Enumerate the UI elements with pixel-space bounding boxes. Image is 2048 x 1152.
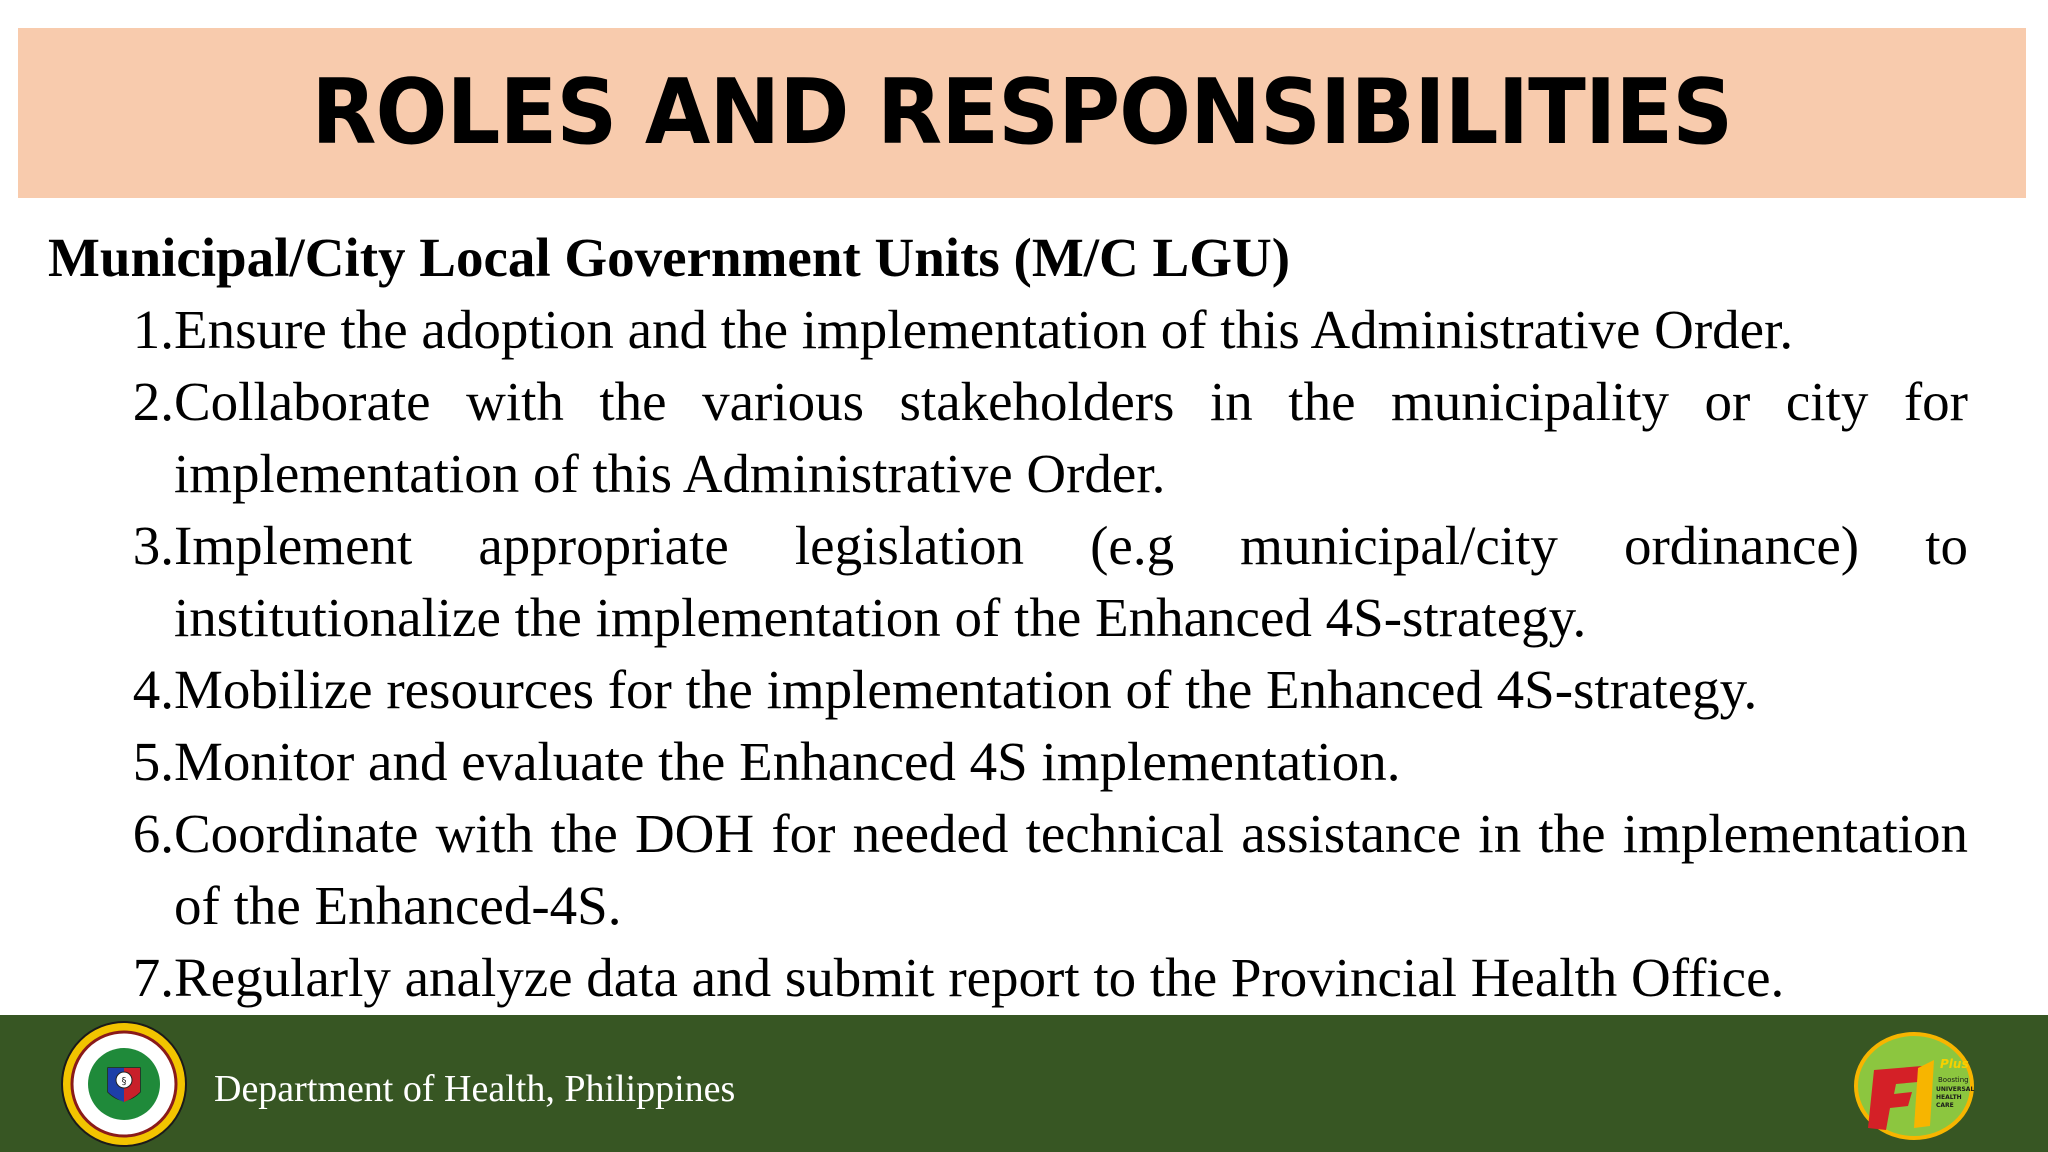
doh-seal-icon	[52, 1020, 196, 1148]
item-text: Coordinate with the DOH for needed technical assistance in the implementation of the Enhanced-4S.	[174, 803, 1968, 936]
item-text: Monitor and evaluate the Enhanced 4S implementation.	[174, 731, 1401, 792]
item-text: Implement appropriate legislation (e.g municipal/city ordinance) to institutionalize the implementation of the Enhanced 4S-strategy.	[174, 515, 1968, 648]
list-item	[48, 942, 1968, 1014]
item-number: 4.	[132, 659, 174, 720]
item-number: 6.	[132, 803, 174, 864]
svg-text:§: §	[121, 1076, 127, 1087]
content-area	[48, 222, 1968, 1014]
svg-text:Plus: Plus	[1940, 1057, 1969, 1071]
svg-text:Boosting: Boosting	[1938, 1076, 1969, 1084]
section-heading: Municipal/City Local Government Units (M/C LGU)	[48, 227, 1291, 288]
svg-text:HEALTH: HEALTH	[1936, 1094, 1962, 1101]
svg-text:UNIVERSAL: UNIVERSAL	[1936, 1086, 1975, 1093]
title-banner	[18, 28, 2026, 198]
responsibility-list	[48, 294, 1968, 1014]
item-text: Collaborate with the various stakeholders in the municipality or city for implementation of this Administrative Order.	[174, 371, 1968, 504]
item-text: Mobilize resources for the implementation of the Enhanced 4S-strategy.	[174, 659, 1758, 720]
list-item	[48, 510, 1968, 654]
list-item	[48, 366, 1968, 510]
item-number: 1.	[132, 299, 174, 360]
list-item	[48, 654, 1968, 726]
item-number: 2.	[132, 371, 174, 432]
item-number: 7.	[132, 947, 174, 1008]
item-number: 3.	[132, 515, 174, 576]
footer-organization: Department of Health, Philippines	[214, 1068, 736, 1110]
f1-plus-logo-icon	[1852, 1030, 1976, 1142]
item-text: Ensure the adoption and the implementation of this Administrative Order.	[174, 299, 1794, 360]
slide-title: ROLES AND RESPONSIBILITIES	[311, 60, 1733, 165]
item-text: Regularly analyze data and submit report to the Provincial Health Office.	[174, 947, 1785, 1008]
list-item	[48, 294, 1968, 366]
list-item	[48, 726, 1968, 798]
item-number: 5.	[132, 731, 174, 792]
svg-text:CARE: CARE	[1936, 1102, 1954, 1109]
list-item	[48, 798, 1968, 942]
